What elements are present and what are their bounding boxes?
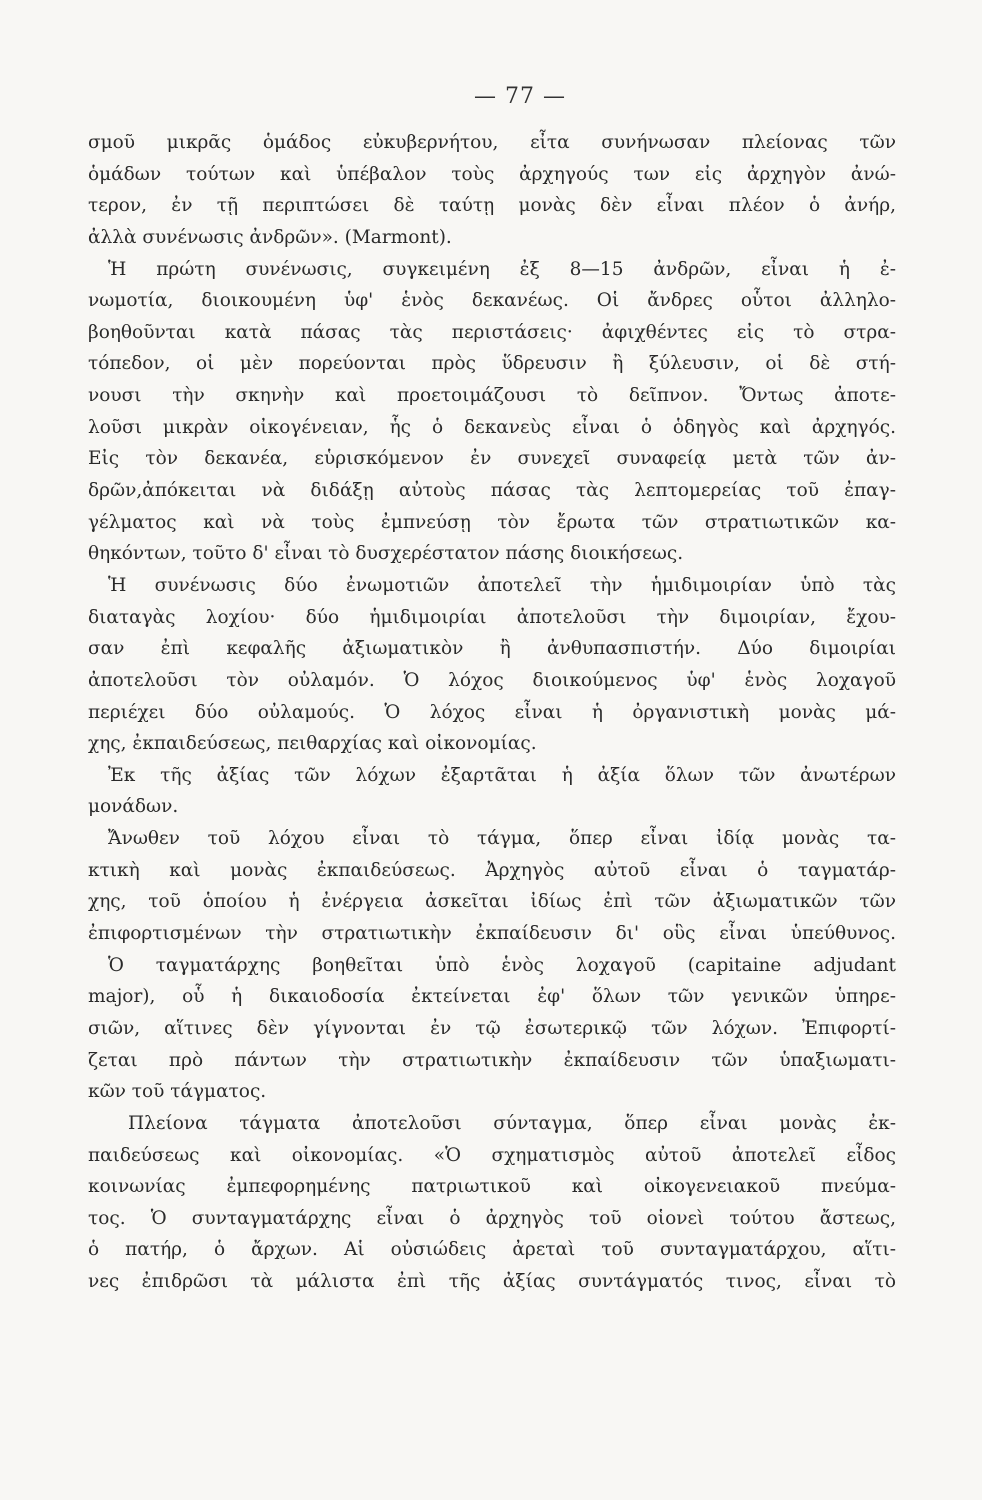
text-line: παιδεύσεως καὶ οἰκονομίας. «Ὁ σχηματισμὸς αὐτοῦ ἀποτελεῖ εἶδος: [88, 1144, 896, 1166]
text-line: νωμοτία, διοικουμένη ὑφ' ἑνὸς δεκανέως. Οἱ ἄνδρες οὗτοι ἀλληλο-: [88, 290, 896, 312]
text-line: Πλείονα τάγματα ἀποτελοῦσι σύνταγμα, ὅπερ εἶναι μονὰς ἐκ-: [128, 1112, 896, 1134]
text-line: ὁ πατήρ, ὁ ἄρχων. Αἱ οὐσιώδεις ἀρεταὶ τοῦ συνταγματάρχου, αἵτι-: [88, 1239, 896, 1261]
text-line: κοινωνίας ἐμπεφορημένης πατριωτικοῦ καὶ οἰκογενειακοῦ πνεύμα-: [88, 1176, 896, 1198]
text-line: τόπεδον, οἱ μὲν πορεύονται πρὸς ὕδρευσιν ἢ ξύλευσιν, οἱ δὲ στή-: [88, 353, 896, 375]
text-line: σαν ἐπὶ κεφαλῆς ἀξιωματικὸν ἢ ἀνθυπασπιστήν. Δύο διμοιρίαι: [88, 638, 896, 660]
text-line: νουσι τὴν σκηνὴν καὶ προετοιμάζουσι τὸ δεῖπνον. Ὄντως ἀποτε-: [88, 385, 896, 407]
text-line: ἀλλὰ συνένωσις ἀνδρῶν». (Marmont).: [88, 226, 452, 248]
page-number: — 77 —: [474, 84, 566, 109]
text-line: Εἰς τὸν δεκανέα, εὑρισκόμενον ἐν συνεχεῖ συναφείᾳ μετὰ τῶν ἀν-: [88, 448, 896, 470]
text-line: κτικὴ καὶ μονὰς ἐκπαιδεύσεως. Ἀρχηγὸς αὐτοῦ εἶναι ὁ ταγματάρ-: [88, 859, 896, 881]
text-line: χης, ἐκπαιδεύσεως, πειθαρχίας καὶ οἰκονομίας.: [88, 733, 537, 755]
text-line: θηκόντων, τοῦτο δ' εἶναι τὸ δυσχερέστατον πάσης διοικήσεως.: [88, 543, 684, 565]
text-line: ζεται πρὸ πάντων τὴν στρατιωτικὴν ἐκπαίδευσιν τῶν ὑπαξιωματι-: [88, 1049, 896, 1071]
text-line: κῶν τοῦ τάγματος.: [88, 1081, 267, 1103]
text-line: τερον, ἐν τῇ περιπτώσει δὲ ταύτῃ μονὰς δὲν εἶναι πλέον ὁ ἀνήρ,: [88, 195, 896, 217]
text-line: διαταγὰς λοχίου· δύο ἡμιδιμοιρίαι ἀποτελοῦσι τὴν διμοιρίαν, ἔχου-: [88, 606, 896, 628]
text-line: γέλματος καὶ νὰ τοὺς ἐμπνεύσῃ τὸν ἔρωτα τῶν στρατιωτικῶν κα-: [88, 511, 896, 533]
text-line: τος. Ὁ συνταγματάρχης εἶναι ὁ ἀρχηγὸς τοῦ οἱονεὶ τούτου ἄστεως,: [88, 1207, 896, 1229]
text-line: Ὁ ταγματάρχης βοηθεῖται ὑπὸ ἑνὸς λοχαγοῦ (capitaine adjudant: [108, 954, 896, 976]
text-line: ἀποτελοῦσι τὸν οὐλαμόν. Ὁ λόχος διοικούμενος ὑφ' ἑνὸς λοχαγοῦ: [88, 669, 896, 691]
text-line: σιῶν, αἵτινες δὲν γίγνονται ἐν τῷ ἐσωτερικῷ τῶν λόχων. Ἐπιφορτί-: [88, 1017, 896, 1039]
text-line: Ἄνωθεν τοῦ λόχου εἶναι τὸ τάγμα, ὅπερ εἶναι ἰδίᾳ μονὰς τα-: [108, 828, 896, 850]
text-line: νες ἐπιδρῶσι τὰ μάλιστα ἐπὶ τῆς ἀξίας συντάγματός τινος, εἶναι τὸ: [88, 1271, 896, 1293]
text-line: σμοῦ μικρᾶς ὁμάδος εὐκυβερνήτου, εἶτα συνήνωσαν πλείονας τῶν: [88, 132, 896, 153]
text-line: μονάδων.: [88, 796, 179, 818]
body-text: [88, 127, 896, 1298]
text-line: Ἐκ τῆς ἀξίας τῶν λόχων ἐξαρτᾶται ἡ ἀξία ὅλων τῶν ἀνωτέρων: [108, 764, 896, 786]
text-line: περιέχει δύο οὐλαμούς. Ὁ λόχος εἶναι ἡ ὀργανιστικὴ μονὰς μά-: [88, 701, 896, 723]
text-line: ὁμάδων τούτων καὶ ὑπέβαλον τοὺς ἀρχηγούς των εἰς ἀρχηγὸν ἀνώ-: [88, 163, 896, 185]
text-line: ἐπιφορτισμένων τὴν στρατιωτικὴν ἐκπαίδευσιν δι' οὓς εἶναι ὑπεύθυνος.: [88, 923, 896, 945]
text-line: λοῦσι μικρὰν οἰκογένειαν, ἧς ὁ δεκανεὺς εἶναι ὁ ὁδηγὸς καὶ ἀρχηγός.: [88, 416, 896, 438]
text-line: major), οὗ ἡ δικαιοδοσία ἐκτείνεται ἐφ' ὅλων τῶν γενικῶν ὑπηρε-: [88, 986, 896, 1008]
text-line: βοηθοῦνται κατὰ πάσας τὰς περιστάσεις· ἀφιχθέντες εἰς τὸ στρα-: [88, 321, 896, 343]
text-line: Ἡ συνένωσις δύο ἐνωμοτιῶν ἀποτελεῖ τὴν ἡμιδιμοιρίαν ὑπὸ τὰς: [108, 574, 896, 596]
text-line: Ἡ πρώτη συνένωσις, συγκειμένη ἐξ 8—15 ἀνδρῶν, εἶναι ἡ ἐ-: [108, 258, 896, 280]
text-line: χης, τοῦ ὁποίου ἡ ἐνέργεια ἀσκεῖται ἰδίως ἐπὶ τῶν ἀξιωματικῶν τῶν: [88, 891, 896, 913]
text-line: δρῶν,ἀπόκειται νὰ διδάξῃ αὐτοὺς πάσας τὰς λεπτομερείας τοῦ ἐπαγ-: [88, 480, 896, 502]
